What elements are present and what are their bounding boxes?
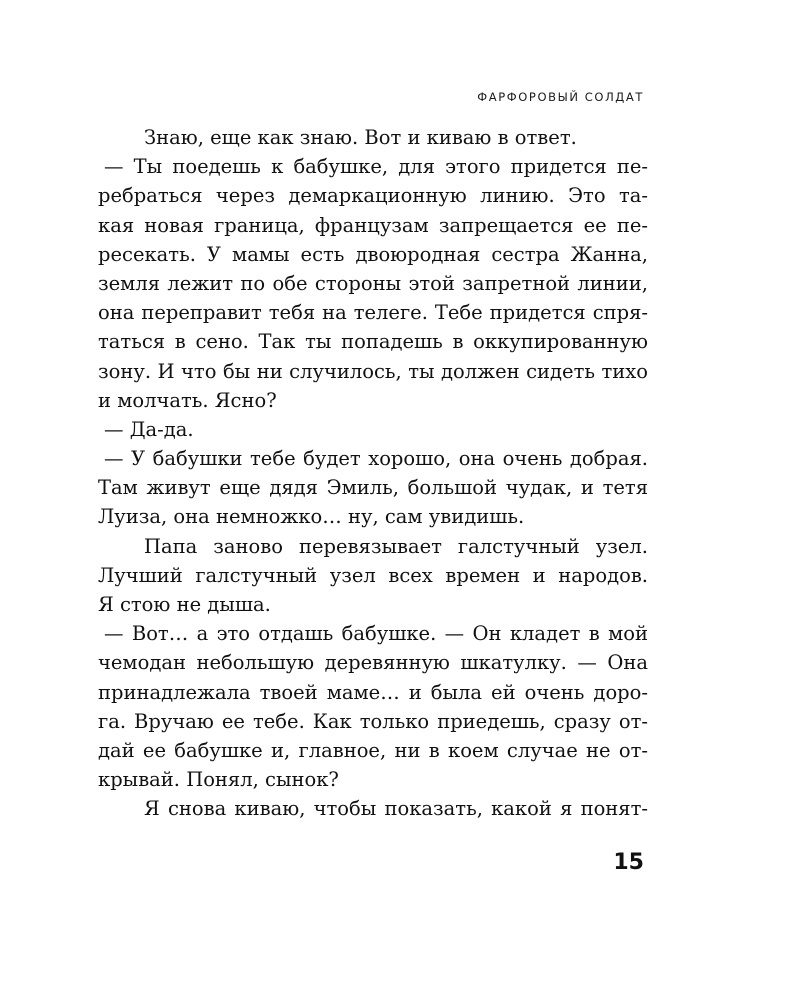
page-number: 15 (613, 850, 644, 875)
text-line: га. Вручаю ее тебе. Как только приедешь, сразу от- (98, 709, 648, 733)
text-line: дай ее бабушке и, главное, ни в коем случае не от- (98, 738, 648, 762)
text-line: она переправит тебя на телеге. Тебе придется спря- (98, 301, 648, 325)
text-line: ребраться через демаркационную линию. Это та- (98, 184, 648, 208)
text-line: — Вот… а это отдашь бабушке. — Он кладет в мой (104, 622, 648, 646)
text-line: Я стою не дыша. (98, 593, 271, 616)
text-line: и молчать. Ясно? (98, 388, 277, 412)
body-text (98, 123, 648, 824)
text-line: земля лежит по обе стороны этой запретной линии, (98, 271, 648, 295)
running-header-title: ФАРФОРОВЫЙ СОЛДАТ (477, 90, 644, 104)
text-line: Луиза, она немножко… ну, сам увидишь. (98, 505, 525, 529)
text-line: кая новая граница, французам запрещается ее пе- (98, 213, 648, 237)
text-line: ресекать. У мамы есть двоюродная сестра Жанна, (98, 242, 648, 266)
text-line: таться в сено. Так ты попадешь в оккупированную (98, 330, 648, 354)
text-line: — Ты поедешь к бабушке, для этого придется пе- (104, 155, 648, 179)
text-line: Лучший галстучный узел всех времен и народов. (98, 563, 648, 587)
text-line: — У бабушки тебе будет хорошо, она очень добрая. (104, 447, 648, 471)
text-line: Там живут еще дядя Эмиль, большой чудак, и тетя (98, 476, 648, 500)
text-line: зону. И что бы ни случилось, ты должен сидеть тихо (98, 359, 648, 383)
text-line: чемодан небольшую деревянную шкатулку. — Она (98, 651, 648, 675)
text-line: — Да-да. (104, 417, 194, 441)
text-line: Я снова киваю, чтобы показать, какой я понят- (144, 797, 648, 821)
text-line: Папа заново перевязывает галстучный узел. (144, 534, 648, 558)
text-line: принадлежала твоей маме… и была ей очень доро- (98, 680, 648, 704)
text-line: крывай. Понял, сынок? (98, 768, 339, 792)
text-line: Знаю, еще как знаю. Вот и киваю в ответ. (144, 126, 577, 149)
